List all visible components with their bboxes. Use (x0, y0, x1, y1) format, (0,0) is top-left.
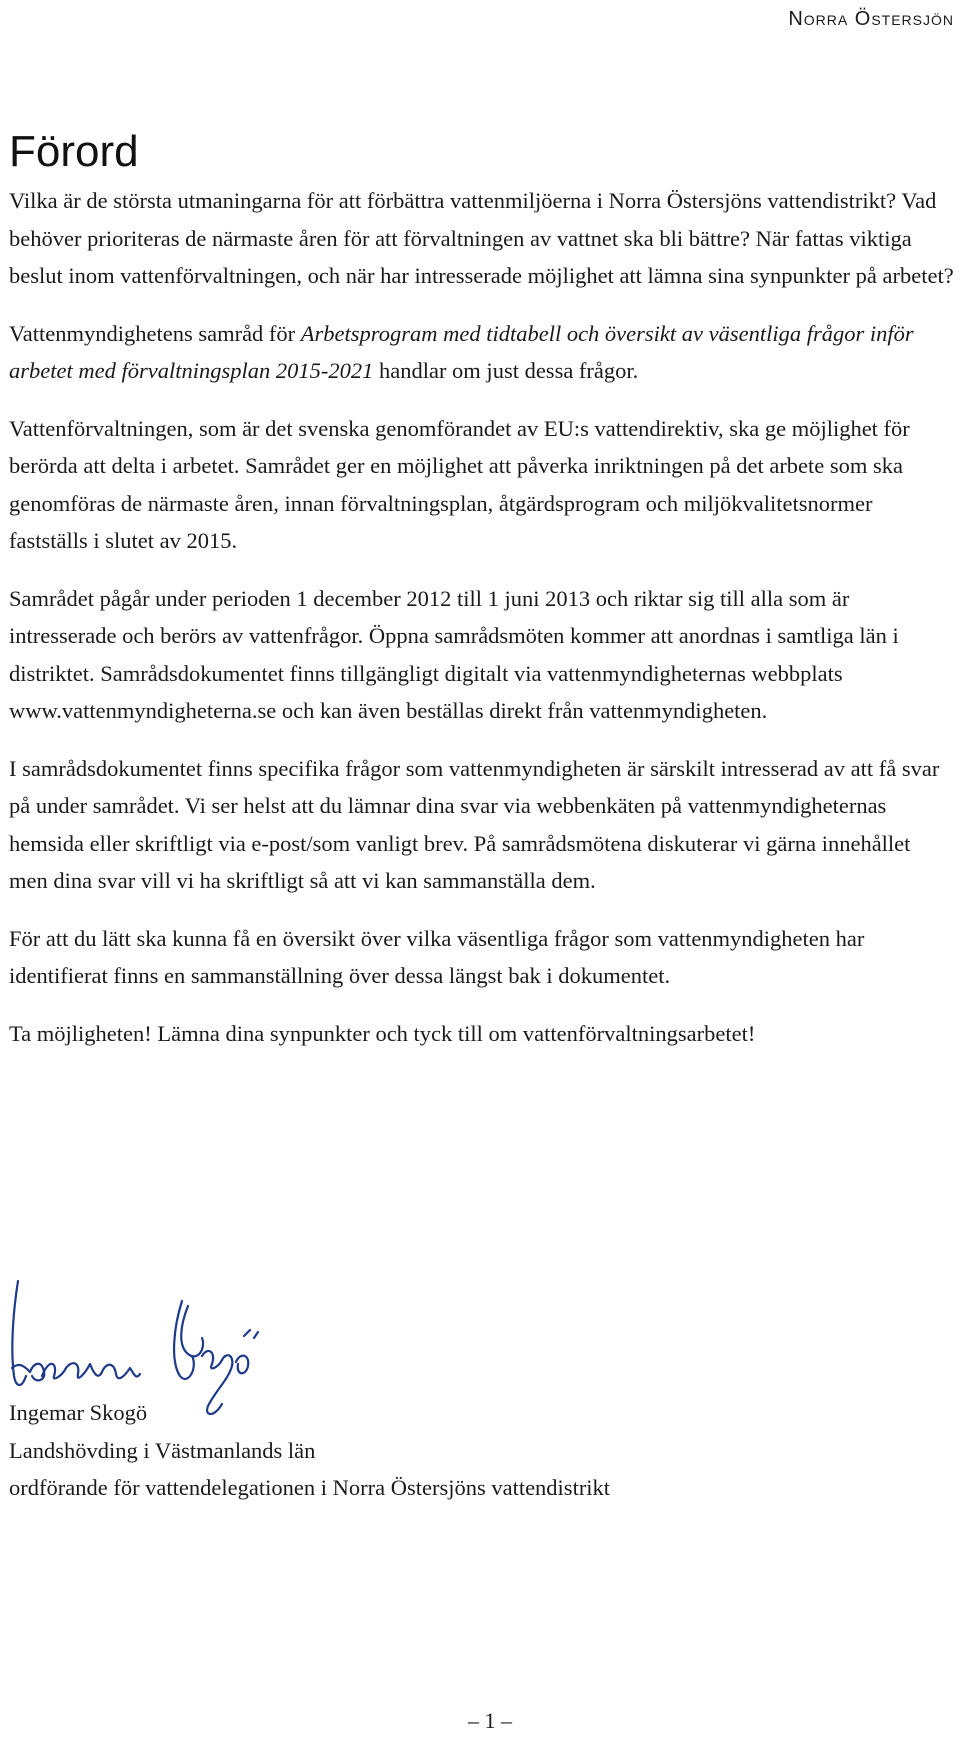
paragraph-6: För att du lätt ska kunna få en översikt över vilka väsentliga frågor som vattenmyndigheten har identifierat finns en sammanställning över dessa längst bak i dokumentet. (9, 925, 865, 988)
paragraph-5: I samrådsdokumentet finns specifika frågor som vattenmyndigheten är särskilt intresserad av att få svar på under samrådet. Vi ser helst att du lämnar dina svar via webbenkäten på vattenmyndigheternas hemsida eller skriftligt via e-post/som vanligt brev. På samrådsmötena diskuterar vi gärna innehållet men dina svar vill vi ha skriftligt så att vi kan sammanställa dem. (9, 755, 940, 893)
page-heading: Förord (9, 127, 139, 176)
signatory-title: Landshövding i Västmanlands län (9, 1437, 316, 1463)
signature-block (9, 1394, 610, 1507)
page-number: – 1 – (468, 1708, 512, 1733)
paragraph-2: Vattenmyndighetens samråd för Arbetsprogram med tidtabell och översikt av väsentliga frågor inför arbetet med förvaltningsplan 2015-2021 handlar om just dessa frågor. (9, 320, 914, 383)
paragraph-1: Vilka är de största utmaningarna för att förbättra vattenmiljöerna i Norra Östersjöns vattendistrikt? Vad behöver prioriteras de närmaste åren för att förvaltningen av vattnet ska bli bättre? När fattas viktiga beslut inom vattenförvaltningen, och när har intresserade möjlighet att lämna sina synpunkter på arbetet? (9, 188, 954, 288)
paragraph-7: Ta möjligheten! Lämna dina synpunkter och tyck till om vattenförvaltningsarbetet! (9, 1020, 756, 1046)
paragraph-3: Vattenförvaltningen, som är det svenska genomförandet av EU:s vattendirektiv, ska ge möjlighet för berörda att delta i arbetet. Samrådet ger en möjlighet att påverka inriktningen på det arbete som ska genomföras de närmaste åren, innan förvaltningsplan, åtgärdsprogram och miljökvalitetsnormer fastställs i slutet av 2015. (9, 415, 910, 553)
signatory-role: ordförande för vattendelegationen i Norra Östersjöns vattendistrikt (9, 1475, 611, 1500)
signatory-name: Ingemar Skogö (9, 1400, 148, 1425)
document-body (9, 182, 954, 1072)
paragraph-4: Samrådet pågår under perioden 1 december 2012 till 1 juni 2013 och riktar sig till alla som är intresserade och berörs av vattenfrågor. Öppna samrådsmöten kommer att anordnas i samtliga län i distriktet. Samrådsdokumentet finns tillgängligt digitalt via vattenmyndigheternas webbplats www.vattenmyndigheterna.se och kan även beställas direkt från vattenmyndigheten. (9, 585, 899, 723)
document-title-italic: Arbetsprogram med tidtabell och översikt av väsentliga frågor inför arbetet med förvaltningsplan 2015-2021 (9, 320, 914, 383)
running-header: Norra Östersjön (788, 8, 954, 30)
